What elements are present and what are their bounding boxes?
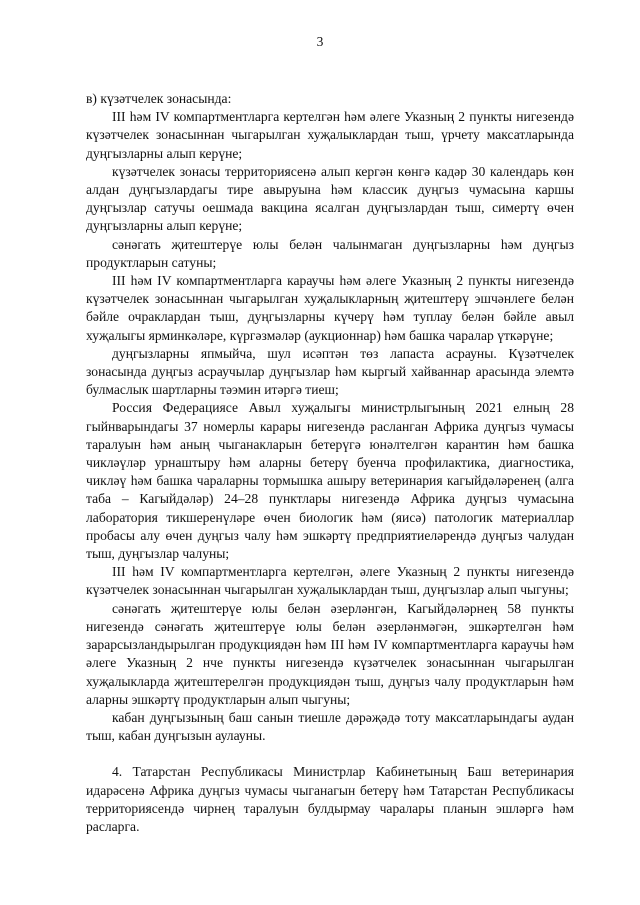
paragraph: кабан дуңгызының баш санын тиешле дәрәҗәдә тоту максатларындагы аудан тыш, кабан дуңгызын аулауны.: [86, 709, 574, 744]
paragraph-spacer: [86, 745, 574, 763]
paragraph: III һәм IV компартментларга караучы һәм әлеге Указның 2 пункты нигезендә күзәтчелек зонасыннан чыгарылган хуҗалыкларның җитештерү эшчәнлеге белән бәйле очраклардан тыш, дуңгызларны күчерү һәм туплау белән бәйле авыл хуҗалыгы ярминкәләре, күргәзмәләр (аукционнар) һәм башка чаралар үткәрүне;: [86, 273, 574, 343]
paragraph: III һәм IV компартментларга кертелгән һәм әлеге Указның 2 пункты нигезендә күзәтчелек зонасыннан чыгарылган хуҗалыклардан тыш, үрчету максатларында дуңгызларны алып керүне;: [86, 109, 574, 161]
paragraph: күзәтчелек зонасы территориясенә алып кергән көнгә кадәр 30 календарь көн алдан дуңгызлардагы тире авыруына һәм классик дуңгыз чумасына каршы дуңгызлар сатучы оешмада вакцина ясалган дуңгызлардан тыш, симертү өчен дуңгызларны алып керүне;: [86, 163, 574, 234]
document-body: [86, 90, 574, 836]
paragraph-zone-heading: в) күзәтчелек зонасында:: [86, 91, 232, 106]
paragraph: сәнәгать җитештерүе юлы белән әзерләнгән, Кагыйдәләрнең 58 пункты нигезендә сәнәгать җитештерүе юлы белән әзерләнмәгән, эшкәртелгән һәм зарарсызландырылган продукциядән һәм III һәм IV компартментларга караучы һәм әлеге Указның 2 нче пункты нигезендә күзәтчелек зонасыннан чыгарылган хуҗалыкларда җитештерелгән продукциядән тыш, дуңгыз чалу продуктларын һәм аларны эшкәртү продуктларын алып чыгуны;: [86, 600, 574, 707]
paragraph: сәнәгать җитештерүе юлы белән чалынмаган дуңгызларны һәм дуңгыз продуктларын сатуны;: [86, 236, 574, 270]
paragraph: III һәм IV компартментларга кертелгән, әлеге Указның 2 пункты нигезендә күзәтчелек зонасыннан чыгарылган хуҗалыклардан тыш, дуңгызлар алып чыгуны;: [86, 564, 574, 598]
paragraph: Россия Федерациясе Авыл хуҗалыгы министрлыгының 2021 елның 28 гыйнварындагы 37 номерлы карары нигезендә расланган Африка дуңгыз чумасы таралуын һәм аның чыганакларын бетерүгә юнәлтелгән карантин һәм башка чикләүләр урнаштыру һәм аларны бетерү буенча профилактика, диагностика, чикләү һәм башка чараларны тормышка ашыру ветеринария кагыйдәләренең (алга таба – Кагыйдәләр) 24–28 пунктлары нигезендә Африка дуңгыз чумасына лаборатория тикшеренүләре өчен биологик һәм (яисә) патологик материаллар пробасы алу өчен дуңгыз чалу һәм эшкәртү предприятиеләрендә дуңгыз чалудан тыш, дуңгызлар чалуны;: [86, 400, 574, 562]
paragraph-section-4: 4. Татарстан Республикасы Министрлар Кабинетының Баш ветеринария идарәсенә Африка дуңгыз чумасы чыганагын бетерү һәм Татарстан Республикасы территориясендә чирнең таралуын булдырмау чаралары планын эшләргә һәм расларга.: [86, 764, 574, 834]
page-number: 3: [316, 34, 324, 49]
paragraph: дуңгызларны япмыйча, шул исәптән төз лапаста асрауны. Күзәтчелек зонасында дуңгыз асраучылар дуңгызлар һәм кыргый хайваннар арасында элемтә булмаслык шартларны тәэмин итәргә тиеш;: [86, 345, 574, 398]
